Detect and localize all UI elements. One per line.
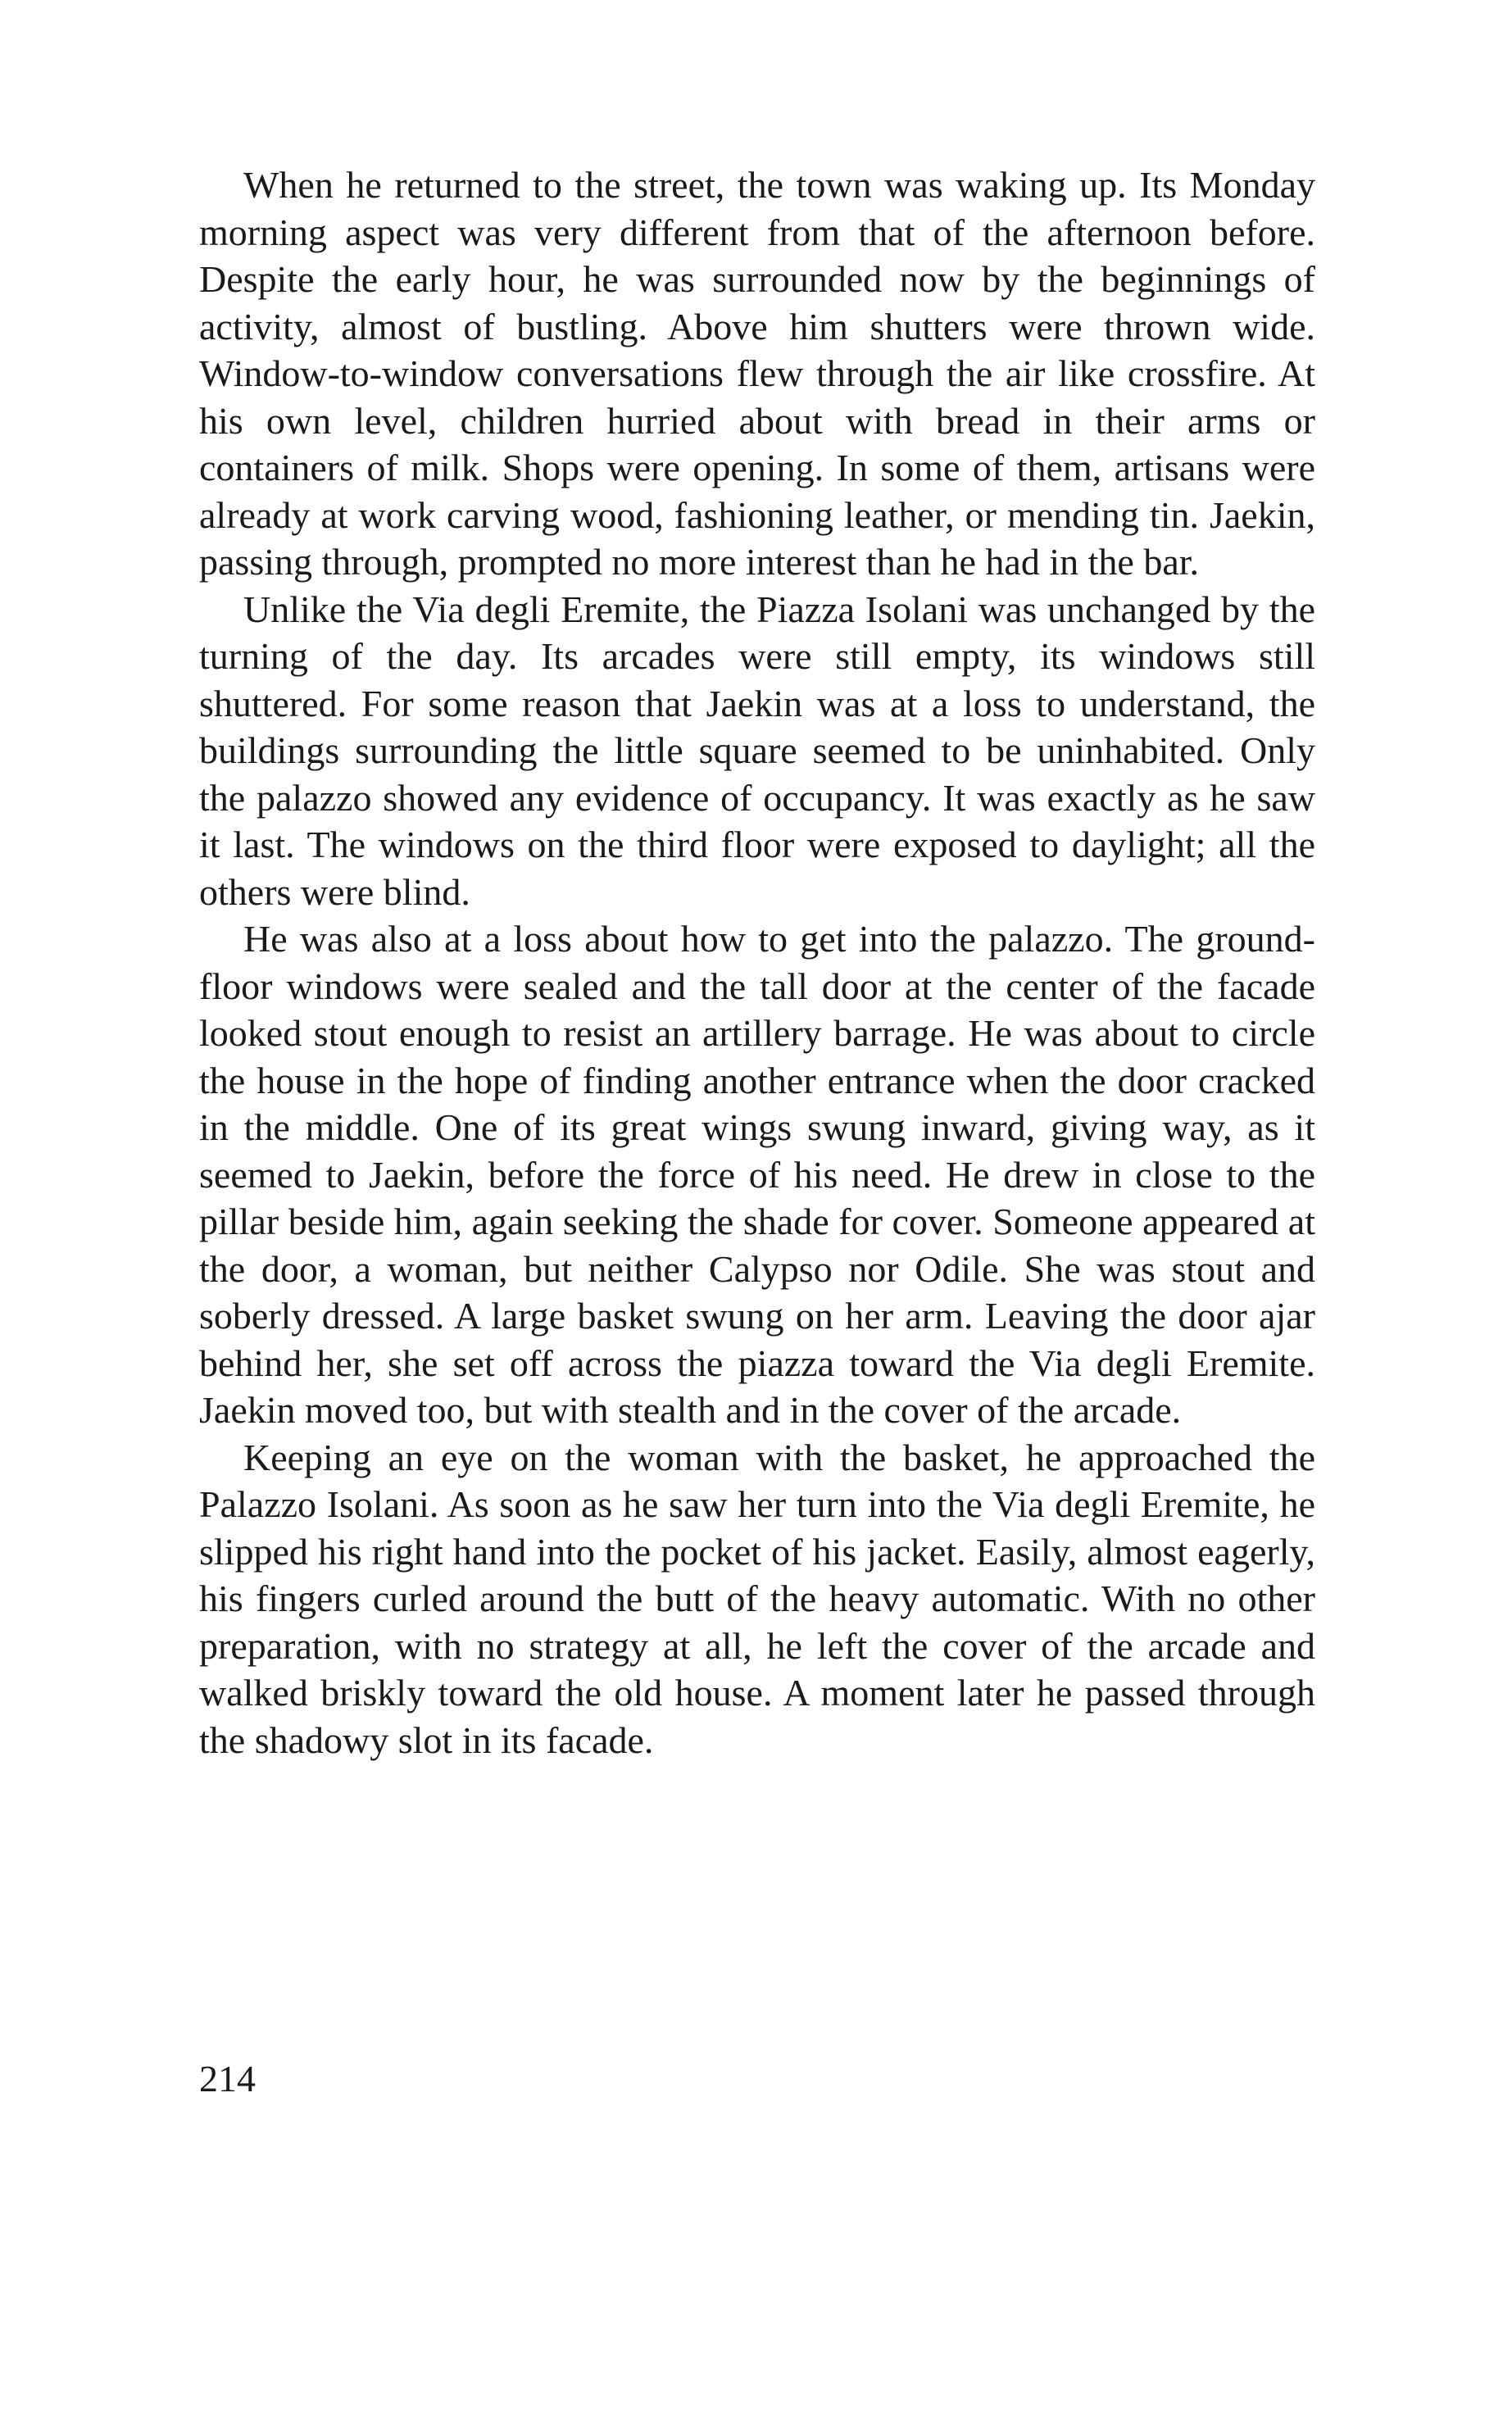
paragraph-1: When he returned to the street, the town was waking up. Its Monday morning aspect was very different from that of the afternoon before. Despite the early hour, he was surrounded now by the beginnings of activity, almost of bustling. Above him shutters were thrown wide. Window-to-window conversations flew through the air like crossfire. At his own level, children hurried about with bread in their arms or containers of milk. Shops were opening. In some of them, artisans were already at work carving wood, fashioning leather, or mending tin. Jaekin, passing through, prompted no more interest than he had in the bar.: [199, 164, 1315, 583]
paragraph-4: Keeping an eye on the woman with the basket, he approached the Palazzo Isolani. As soon as he saw her turn into the Via degli Eremite, he slipped his right hand into the pocket of his jacket. Easily, almost eagerly, his fingers curled around the butt of the heavy automatic. With no other preparation, with no strategy at all, he left the cover of the arcade and walked briskly toward the old house. A moment later he passed through the shadowy slot in its facade.: [199, 1436, 1315, 1761]
paragraph-3: He was also at a loss about how to get into the palazzo. The ground-floor windows were sealed and the tall door at the center of the facade looked stout enough to resist an artillery barrage. He was about to circle the house in the hope of finding another entrance when the door cracked in the middle. One of its great wings swung inward, giving way, as it seemed to Jaekin, before the force of his need. He drew in close to the pillar beside him, again seeking the shade for cover. Someone appeared at the door, a woman, but neither Calypso nor Odile. She was stout and soberly dressed. A large basket swung on her arm. Leaving the door ajar behind her, she set off across the piazza toward the Via degli Eremite. Jaekin moved too, but with stealth and in the cover of the arcade.: [199, 918, 1315, 1431]
paragraph-2: Unlike the Via degli Eremite, the Piazza Isolani was unchanged by the turning of the day. Its arcades were still empty, its windows still shuttered. For some reason that Jaekin was at a loss to understand, the buildings surrounding the little square seemed to be uninhabited. Only the palazzo showed any evidence of occupancy. It was exactly as he saw it last. The windows on the third floor were exposed to daylight; all the others were blind.: [199, 588, 1315, 913]
page-number: 214: [199, 2058, 256, 2100]
body-text: [199, 161, 1315, 1764]
